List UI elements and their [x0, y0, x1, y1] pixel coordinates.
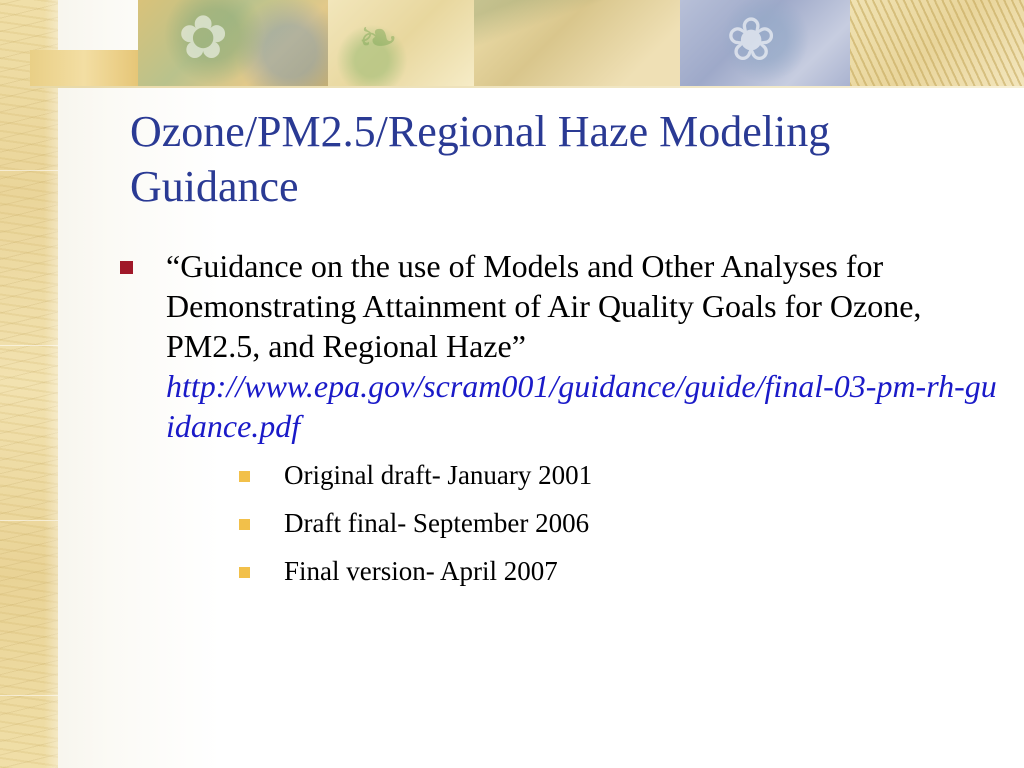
sub-bullet-list — [166, 458, 1004, 588]
banner-tile — [474, 0, 680, 86]
banner-tile-leaf — [138, 0, 328, 86]
banner-tile-flower — [680, 0, 850, 86]
bullet-text: “Guidance on the use of Models and Other Analyses for Demonstrating Attainment of Air Quality Goals for Ozone, PM2.5, and Regional Haze” — [166, 248, 922, 364]
square-bullet-icon — [239, 471, 250, 482]
guidance-pdf-link[interactable]: http://www.epa.gov/scram001/guidance/guide/final-03-pm-rh-guidance.pdf — [166, 368, 997, 444]
sub-bullet-item — [166, 506, 1004, 540]
slide-title: Ozone/PM2.5/Regional Haze Modeling Guidance — [130, 107, 831, 211]
banner-divider — [30, 86, 1024, 88]
square-bullet-icon — [120, 261, 133, 274]
leaf-icon: ✿ — [178, 3, 229, 73]
square-bullet-icon — [239, 519, 250, 530]
sub-bullet-text: Final version- April 2007 — [284, 556, 558, 586]
flower-icon: ❀ — [726, 5, 777, 75]
leaf-icon: ❧ — [358, 10, 399, 66]
bullet-item — [110, 246, 1004, 588]
slide-body — [110, 246, 1004, 602]
sub-bullet-item — [166, 458, 1004, 492]
sub-bullet-text: Original draft- January 2001 — [284, 460, 593, 490]
parchment-left-strip — [0, 0, 58, 768]
banner-tile — [30, 50, 138, 86]
square-bullet-icon — [239, 567, 250, 578]
banner-tile — [328, 0, 474, 86]
banner-tile-grass — [850, 0, 1024, 86]
decorative-banner — [0, 0, 1024, 88]
sub-bullet-text: Draft final- September 2006 — [284, 508, 590, 538]
sub-bullet-item — [166, 554, 1004, 588]
strip-shade — [44, 0, 58, 768]
